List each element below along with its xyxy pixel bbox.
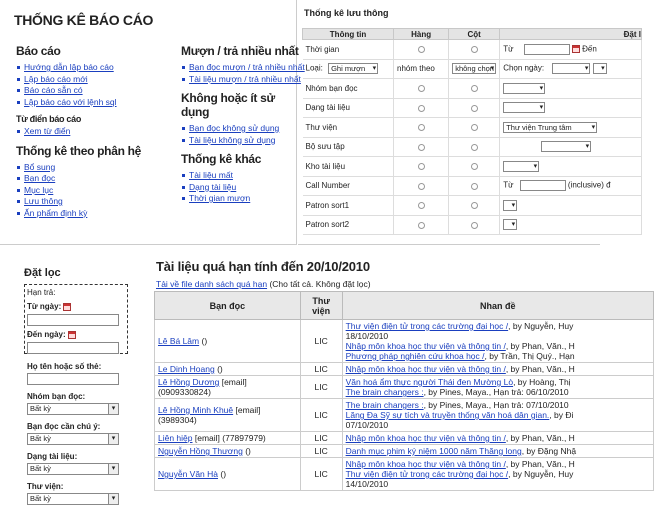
label-ban-doc-chu-y: Bạn đọc cần chú ý: [27,422,101,431]
row-loai [303,59,642,79]
calendar-icon[interactable] [572,45,580,53]
kho-tai-lieu-select[interactable] [503,161,539,172]
radio-cot-sort2[interactable] [471,222,478,229]
reader-suffix: () [218,469,227,479]
title-cell [342,320,653,363]
date-select-2[interactable] [593,63,607,74]
book-entry [346,459,650,469]
filter-panel [0,246,150,515]
radio-cot-thu-vien[interactable] [471,124,478,131]
col-nhan-de: Nhan đề [342,292,653,320]
date-select[interactable] [552,63,590,74]
label-ho-ten: Họ tên hoặc số thẻ: [27,362,102,371]
filter-title: Đặt lọc [24,267,61,279]
book-title-link[interactable]: Phương pháp nghiên cứu khoa học / [345,351,485,361]
col-thu-vien: Thư viện [300,292,342,320]
label-den: Đến [582,44,597,54]
circulation-stats-title: Thống kê lưu thông [304,8,389,18]
book-title-link[interactable]: Danh mục phim ký niệm 1000 năm Thăng long [345,446,522,456]
khac-list [181,170,305,205]
link-lap-bao-cao-moi[interactable]: Lập báo cáo mới [16,74,141,86]
section-heading-tu-dien: Từ điển báo cáo [16,114,82,124]
bao-cao-list [16,62,141,108]
book-author: , by Trần, Thị Quý., Hạn [484,351,575,361]
reader-cell [155,432,301,445]
radio-hang-nhom[interactable] [418,85,425,92]
table-row [155,363,654,376]
radio-hang-call[interactable] [418,183,425,190]
reader-suffix: () [242,446,251,456]
library-cell: LIC [300,363,342,376]
row-kho-tai-lieu [303,157,642,177]
date-from-input[interactable] [524,44,570,55]
label-tu: Từ [503,44,514,54]
label-kho-tai-lieu: Kho tài liệu [303,157,394,177]
label-nhom-ban-doc: Nhóm bạn đọc: [27,392,86,401]
book-entry [346,469,650,479]
row-thu-vien [303,118,642,138]
reader-link[interactable]: Lê Bá Lâm [158,336,200,346]
label-dang-tai-lieu: Dạng tài liệu [303,98,394,118]
book-title-link[interactable]: Nhập môn khoa học thư viện và thông tin / [345,433,506,443]
col-ban-doc: Bạn đọc [155,292,301,320]
radio-hang-thoi-gian[interactable] [418,46,425,53]
link-tai-lieu-mat[interactable]: Tài liệu mất [181,170,305,182]
den-ngay-input[interactable] [27,342,119,354]
book-entry [346,364,650,374]
row-patron-sort1 [303,196,642,216]
book-title-link[interactable]: Văn hoá ẩm thực người Thái đen Mường Lò [345,377,514,387]
thu-vien-select[interactable]: Thư viện Trung tâm ▾ [503,122,597,133]
report-menu-right-column [181,44,305,211]
tu-ngay-input[interactable] [27,314,119,326]
book-author: 18/10/2010 [345,331,389,341]
label-thoi-gian: Thời gian [303,40,394,60]
reader-link[interactable]: Lê Hồng Minh Khuê [158,405,234,415]
label-patron-sort2: Patron sort2 [303,215,394,235]
library-cell: LIC [300,399,342,432]
link-thoi-gian-muon[interactable]: Thời gian mượn [181,193,305,205]
row-patron-sort2 [303,215,642,235]
reader-suffix: [email] (77897979) [192,433,266,443]
overdue-panel [150,246,600,515]
reader-phone: (3989304) [158,415,197,425]
reader-cell [155,445,301,458]
book-title-link[interactable]: Thư viện điện tử trong các trường đại học / [345,469,509,479]
book-author: , by Pines, Maya., Hạn trả: 07/10/2010 [423,400,569,410]
calendar-icon-from[interactable] [63,303,71,311]
link-bo-sung[interactable]: Bổ sung [16,162,141,174]
reader-link[interactable]: Lê Hồng Dương [158,377,220,387]
book-author: , by Hoàng, Thị [513,377,571,387]
thu-vien-dropdown[interactable]: Bất kỳ ▾ [27,493,119,505]
row-dang-tai-lieu [303,98,642,118]
book-author: , by Phan, Văn., H [505,364,575,374]
book-title-link[interactable]: Lăng Đa Sỹ sự tích và truyền thống văn hoá dân gian. [345,410,550,420]
reader-suffix: () [214,364,223,374]
book-author: , by Nguyễn, Huy [508,321,574,331]
label-bo-suu-tap: Bộ sưu tập [303,137,394,157]
patron-sort1-select[interactable] [503,200,517,211]
radio-hang-sort2[interactable] [418,222,425,229]
radio-cot-call[interactable] [471,183,478,190]
book-title-link[interactable]: The brain changers : [345,387,424,397]
reader-link[interactable]: Nguyễn Hồng Thương [158,446,243,456]
label-dang-tai-lieu: Dạng tài liệu: [27,452,78,461]
label-thu-vien: Thư viện: [27,482,64,491]
reader-cell [155,363,301,376]
table-header-row [303,29,642,40]
table-row [155,320,654,363]
book-entry [346,387,650,397]
book-author: , by Đặng Nhậ [521,446,577,456]
row-nhom-ban-doc [303,79,642,99]
it-su-dung-list [181,123,305,146]
link-ban-doc-muon-nhieu[interactable]: Bạn đọc mượn / trả nhiều nhất [181,62,305,74]
radio-hang-thu-vien[interactable] [418,124,425,131]
row-thoi-gian [303,40,642,60]
bo-suu-tap-select[interactable] [541,141,591,152]
book-entry [346,400,650,410]
loai-select[interactable]: Ghi mượn ▾ [328,63,378,74]
overdue-title: Tài liệu quá hạn tính đến 20/10/2010 [156,259,370,274]
book-title-link[interactable]: The brain changers : [345,400,424,410]
library-cell: LIC [300,445,342,458]
title-cell [342,376,653,399]
link-ban-doc[interactable]: Bạn đọc [16,173,141,185]
circulation-stats-panel [298,0,641,245]
label-call-number: Call Number [303,176,394,196]
reader-cell [155,458,301,491]
call-number-from-input[interactable] [520,180,566,191]
section-heading-phan-he: Thống kê theo phân hệ [16,143,142,158]
col-thong-tin: Thông tin [303,29,394,40]
radio-cot-bst[interactable] [471,144,478,151]
col-dat-loc: Đặt l [500,29,642,40]
radio-hang-bst[interactable] [418,144,425,151]
download-note: (Cho tất cả. Không đặt lọc) [269,279,371,289]
book-entry [346,341,650,351]
radio-hang-dang[interactable] [418,105,425,112]
reader-suffix: [email] [219,377,247,387]
muon-tra-list [181,62,305,85]
book-author: , by Phan, Văn., H [505,459,575,469]
section-heading-muon-tra: Mượn / trả nhiều nhất [181,44,299,58]
overdue-body [155,320,654,491]
reader-phone: (0909330824) [158,387,211,397]
link-lap-bao-cao-sql[interactable]: Lập báo cáo với lệnh sql [16,97,141,109]
nhom-ban-doc-select[interactable] [503,83,545,94]
row-bo-suu-tap [303,137,642,157]
book-entry [346,433,650,443]
book-author: , by Đi [549,410,574,420]
circulation-stats-table [302,28,642,235]
table-row [155,432,654,445]
radio-cot-nhom[interactable] [471,85,478,92]
title-cell [342,432,653,445]
nhom-ban-doc-dropdown[interactable]: Bất kỳ ▾ [27,403,119,415]
link-dang-tai-lieu[interactable]: Dạng tài liệu [181,182,305,194]
title-cell [342,458,653,491]
book-author: , by Pines, Maya., Hạn trả: 06/10/2010 [423,387,569,397]
book-title-link[interactable]: Nhập môn khoa học thư viện và thông tin / [345,364,506,374]
radio-hang-sort1[interactable] [418,202,425,209]
phan-he-list [16,162,141,220]
download-overdue-link[interactable]: Tải về file danh sách quá hạn [156,279,268,289]
link-tai-lieu-muon-nhieu[interactable]: Tài liệu mượn / trả nhiều nhất [181,74,305,86]
title-cell [342,445,653,458]
radio-cot-sort1[interactable] [471,202,478,209]
label-den-ngay: Đến ngày: [27,330,76,339]
report-menu-left-column [16,44,141,225]
link-xem-tu-dien[interactable]: Xem từ điển [16,126,141,138]
patron-sort2-select[interactable] [503,219,517,230]
library-cell: LIC [300,458,342,491]
book-title-link[interactable]: Nhập môn khoa học thư viện và thông tin / [345,459,506,469]
link-bao-cao-san-co[interactable]: Báo cáo sẵn có [16,85,141,97]
link-tai-lieu-khong-su-dung[interactable]: Tài liệu không sử dụng [181,135,305,147]
book-entry [346,420,650,430]
library-cell: LIC [300,432,342,445]
section-heading-khac: Thống kê khác [181,152,262,166]
table-row [155,399,654,432]
radio-cot-kho[interactable] [471,163,478,170]
label-nhom-ban-doc: Nhóm bạn đọc [303,79,394,99]
table-row [155,445,654,458]
label-inclusive: (inclusive) đ [567,180,611,190]
library-cell: LIC [300,376,342,399]
book-author: , by Nguyễn, Huy [508,469,574,479]
link-ban-doc-khong-su-dung[interactable]: Bạn đọc không sử dụng [181,123,305,135]
label-chon-ngay: Chọn ngày: [503,63,545,73]
book-entry [346,410,650,420]
dang-tai-lieu-dropdown[interactable]: Bất kỳ ▾ [27,463,119,475]
book-title-link[interactable]: Nhập môn khoa học thư viện và thông tin / [345,341,506,351]
ban-doc-chu-y-dropdown[interactable]: Bất kỳ ▾ [27,433,119,445]
book-author: 14/10/2010 [345,479,389,489]
link-luu-thong[interactable]: Lưu thông [16,196,141,208]
label-loai: Loại: [305,63,323,73]
book-author: , by Phan, Văn., H [505,433,575,443]
table-row [155,376,654,399]
library-cell: LIC [300,320,342,363]
section-heading-bao-cao: Báo cáo [16,44,61,58]
link-muc-luc[interactable]: Mục lục [16,185,141,197]
reader-cell [155,399,301,432]
section-heading-it-su-dung: Không hoặc ít sử dụng [181,91,275,119]
table-row [155,458,654,491]
tu-dien-list [16,126,141,138]
label-patron-sort1: Patron sort1 [303,196,394,216]
book-author: , by Phan, Văn., H [505,341,575,351]
title-cell [342,363,653,376]
title-cell [342,399,653,432]
book-entry [346,377,650,387]
book-author: 07/10/2010 [345,420,389,430]
report-menu-panel [0,0,305,245]
book-entry [346,351,650,361]
label-call-tu: Từ [503,180,514,190]
download-line [156,279,371,289]
table-header-row [155,292,654,320]
radio-hang-kho[interactable] [418,163,425,170]
reader-link[interactable]: Nguyễn Văn Hà [158,469,219,479]
reader-link[interactable]: Le Dinh Hoang [158,364,215,374]
overdue-table [154,291,654,491]
label-nhom-theo: nhóm theo [394,59,449,79]
book-entry [346,446,650,456]
reader-suffix: () [199,336,208,346]
reader-cell [155,320,301,363]
report-menu-title: THỐNG KÊ BÁO CÁO [14,12,154,28]
label-han-tra: Hạn trả: [27,288,56,297]
dang-tai-lieu-select[interactable] [503,102,545,113]
link-an-pham-dinh-ky[interactable]: Ấn phẩm định kỳ [16,208,141,220]
reader-suffix: [email] [233,405,261,415]
book-entry [346,331,650,341]
reader-cell [155,376,301,399]
radio-cot-dang[interactable] [471,105,478,112]
label-thu-vien: Thư viện [303,118,394,138]
link-huong-dan[interactable]: Hướng dẫn lập báo cáo [16,62,141,74]
row-call-number [303,176,642,196]
book-entry [346,479,650,489]
calendar-icon-to[interactable] [68,331,76,339]
ho-ten-input[interactable] [27,373,119,385]
book-entry [346,321,650,331]
book-title-link[interactable]: Thư viện điện tử trong các trường đại học / [345,321,509,331]
label-tu-ngay: Từ ngày: [27,302,71,311]
reader-link[interactable]: Liên hiệp [158,433,193,443]
col-hang: Hàng [394,29,449,40]
group-by-select[interactable]: không chọn ▾ [452,63,496,74]
col-cot: Cột [449,29,500,40]
radio-cot-thoi-gian[interactable] [471,46,478,53]
